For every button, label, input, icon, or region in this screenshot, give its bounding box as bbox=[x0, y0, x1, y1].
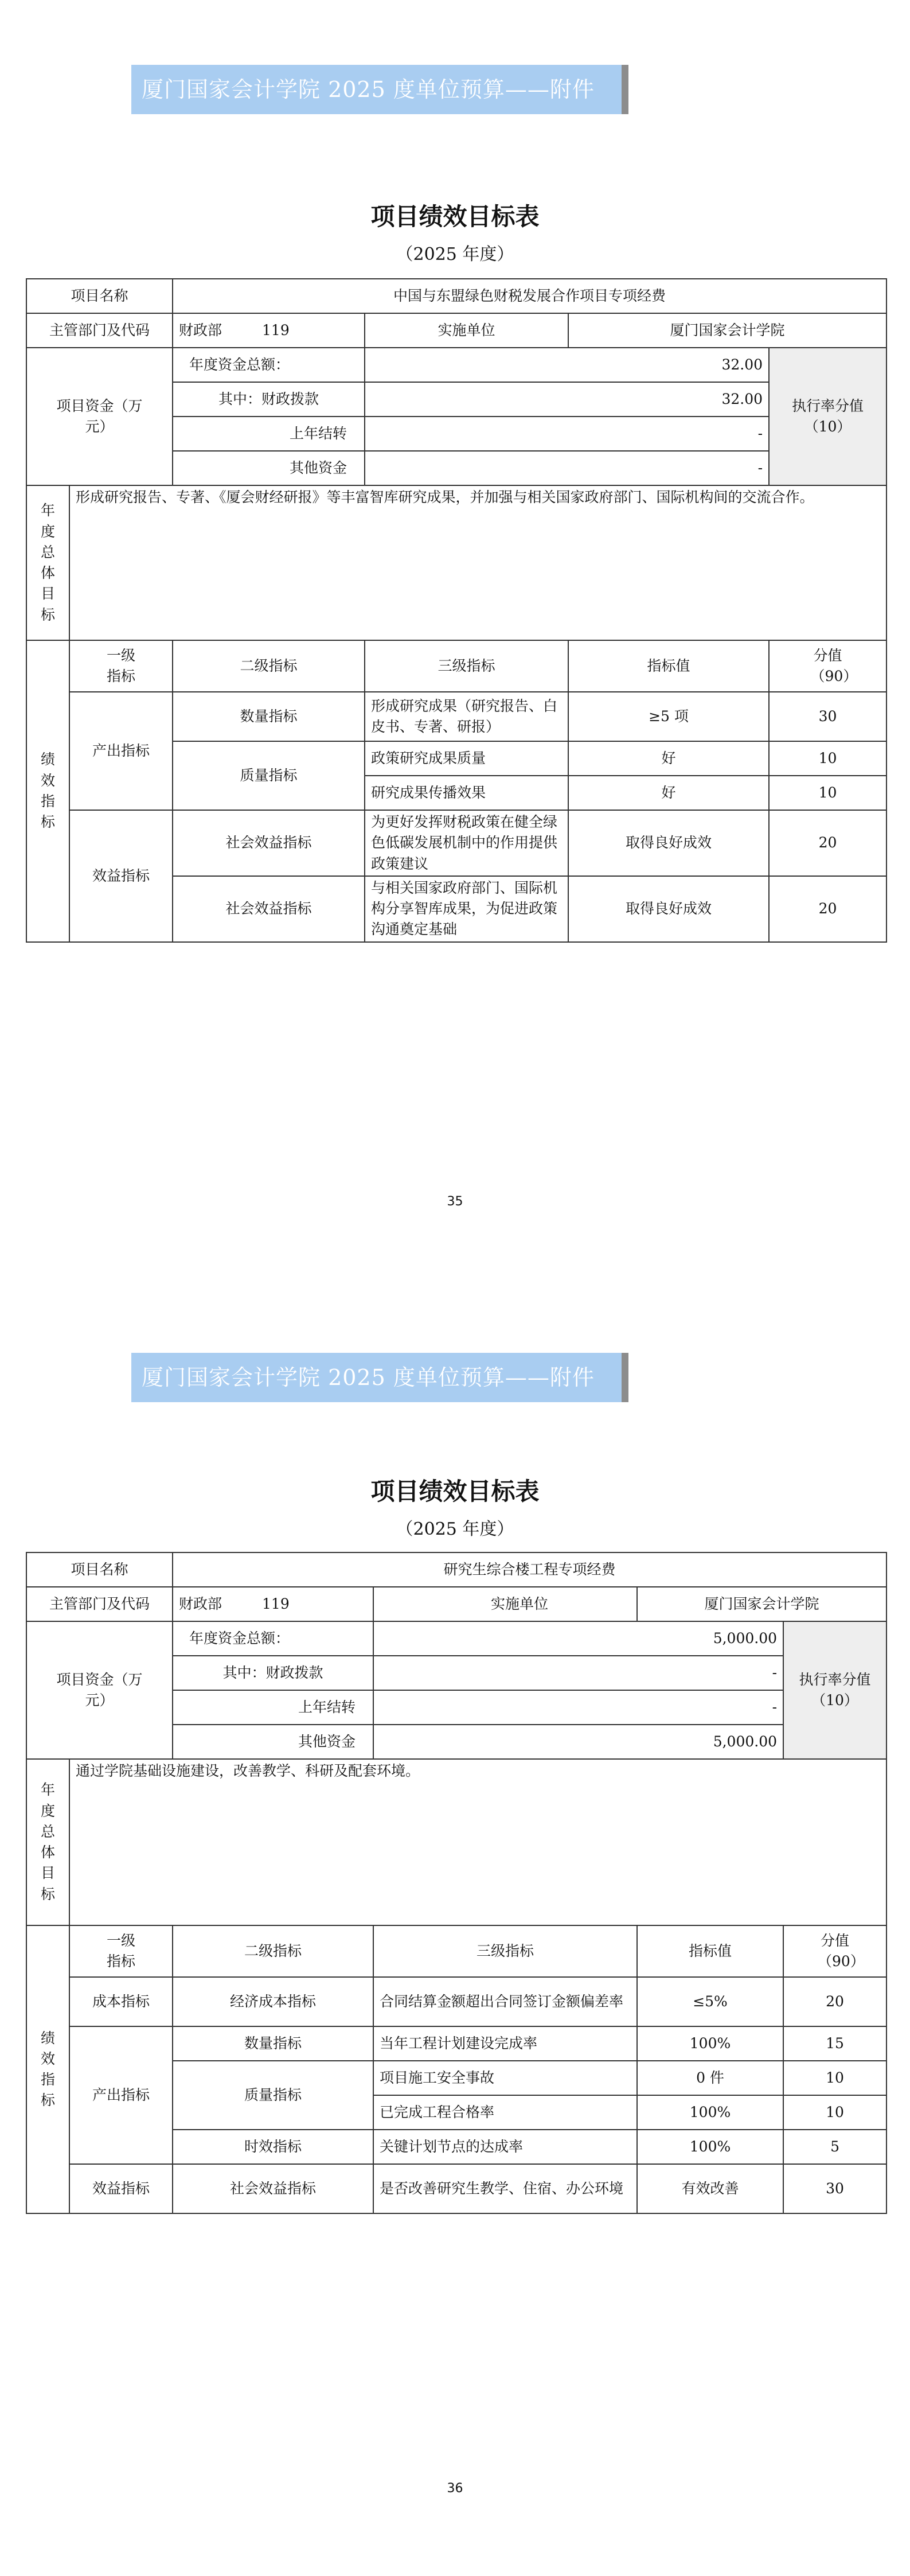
indicator-value: ≥5 项 bbox=[568, 692, 769, 741]
table-row bbox=[26, 1759, 886, 1925]
indicators-label: 绩效指标 bbox=[26, 640, 69, 942]
goal-label: 年度总体目标 bbox=[26, 1759, 69, 1925]
table-title: 项目绩效目标表 bbox=[370, 1477, 540, 1505]
dept-label: 主管部门及代码 bbox=[26, 313, 173, 348]
dept-value bbox=[173, 313, 365, 348]
quantity-indicator: 数量指标 bbox=[173, 2026, 373, 2061]
timeliness-indicator: 时效指标 bbox=[173, 2130, 373, 2164]
indicator-score: 5 bbox=[783, 2130, 886, 2164]
page-number: 35 bbox=[447, 1194, 463, 1209]
indicator-l3: 当年工程计划建设完成率 bbox=[373, 2026, 637, 2061]
project-name-value: 研究生综合楼工程专项经费 bbox=[173, 1552, 886, 1587]
indicator-value: ≤5% bbox=[637, 1977, 783, 2026]
social-indicator: 社会效益指标 bbox=[173, 810, 365, 876]
exec-rate-label: 执行率分值（10） bbox=[783, 1621, 886, 1759]
table-row bbox=[26, 1621, 886, 1656]
indicator-score: 30 bbox=[783, 2164, 886, 2213]
funds-label: 项目资金（万元） bbox=[26, 348, 173, 485]
indicator-l3: 为更好发挥财税政策在健全绿色低碳发展机制中的作用提供政策建议 bbox=[365, 810, 568, 876]
indicator-value: 好 bbox=[568, 741, 769, 776]
header-banner: 厦门国家会计学院 2025 度单位预算——附件 bbox=[131, 65, 628, 114]
table-row bbox=[26, 2164, 886, 2213]
indicator-score: 10 bbox=[783, 2095, 886, 2130]
score-header: 分值（90） bbox=[783, 1925, 886, 1977]
goal-text: 形成研究报告、专著、《厦会财经研报》等丰富智库研究成果，并加强与相关国家政府部门、国际机构间的交流合作。 bbox=[69, 485, 886, 640]
funds-total-value: 5,000.00 bbox=[373, 1621, 783, 1656]
output-indicator: 产出指标 bbox=[69, 2026, 173, 2164]
funds-total-label: 年度资金总额： bbox=[173, 1621, 373, 1656]
benefit-indicator: 效益指标 bbox=[69, 2164, 173, 2213]
funds-total-value: 32.00 bbox=[365, 348, 769, 382]
output-indicator: 产出指标 bbox=[69, 692, 173, 810]
header-banner: 厦门国家会计学院 2025 度单位预算——附件 bbox=[131, 1353, 628, 1402]
indicator-score: 10 bbox=[783, 2061, 886, 2095]
funds-fiscal-value: 32.00 bbox=[365, 382, 769, 417]
value-header: 指标值 bbox=[568, 640, 769, 692]
impl-unit-label: 实施单位 bbox=[373, 1587, 637, 1621]
social-indicator: 社会效益指标 bbox=[173, 876, 365, 942]
quantity-indicator: 数量指标 bbox=[173, 692, 365, 741]
dept-code: 119 bbox=[262, 1595, 290, 1612]
score-header: 分值（90） bbox=[769, 640, 886, 692]
impl-unit-value: 厦门国家会计学院 bbox=[568, 313, 886, 348]
indicator-l3: 是否改善研究生教学、住宿、办公环境 bbox=[373, 2164, 637, 2213]
project-name-value: 中国与东盟绿色财税发展合作项目专项经费 bbox=[173, 279, 886, 313]
dept-name: 财政部 bbox=[179, 1595, 222, 1612]
funds-total-label: 年度资金总额： bbox=[173, 348, 365, 382]
indicator-value: 100% bbox=[637, 2130, 783, 2164]
funds-other-label: 其他资金 bbox=[173, 451, 365, 485]
indicator-l3: 政策研究成果质量 bbox=[365, 741, 568, 776]
indicator-l3: 与相关国家政府部门、国际机构分享智库成果，为促进政策沟通奠定基础 bbox=[365, 876, 568, 942]
quality-indicator: 质量指标 bbox=[173, 741, 365, 810]
funds-carryover-value: - bbox=[373, 1690, 783, 1725]
social-indicator: 社会效益指标 bbox=[173, 2164, 373, 2213]
table-row bbox=[26, 1925, 886, 1977]
table-row bbox=[26, 1552, 886, 1587]
indicator-l3: 研究成果传播效果 bbox=[365, 776, 568, 810]
indicator-value: 0 件 bbox=[637, 2061, 783, 2095]
indicator-value: 100% bbox=[637, 2095, 783, 2130]
funds-other-value: - bbox=[365, 451, 769, 485]
table-row bbox=[26, 313, 886, 348]
table-row bbox=[26, 1587, 886, 1621]
indicators-label: 绩效指标 bbox=[26, 1925, 69, 2213]
funds-label: 项目资金（万元） bbox=[26, 1621, 173, 1759]
indicator-value: 100% bbox=[637, 2026, 783, 2061]
indicator-value: 取得良好成效 bbox=[568, 876, 769, 942]
indicator-score: 15 bbox=[783, 2026, 886, 2061]
funds-carryover-value: - bbox=[365, 417, 769, 451]
dept-name: 财政部 bbox=[179, 321, 222, 338]
page-36 bbox=[0, 1288, 910, 2576]
cost-indicator: 成本指标 bbox=[69, 1977, 173, 2026]
funds-carryover-label: 上年结转 bbox=[173, 1690, 373, 1725]
goal-label: 年度总体目标 bbox=[26, 485, 69, 640]
indicator-score: 30 bbox=[769, 692, 886, 741]
performance-table bbox=[26, 1552, 887, 2214]
value-header: 指标值 bbox=[637, 1925, 783, 1977]
table-row bbox=[26, 2026, 886, 2061]
project-name-label: 项目名称 bbox=[26, 279, 173, 313]
indicator-value: 有效改善 bbox=[637, 2164, 783, 2213]
indicator-l3: 形成研究成果（研究报告、白皮书、专著、研报） bbox=[365, 692, 568, 741]
level2-header: 二级指标 bbox=[173, 640, 365, 692]
dept-label: 主管部门及代码 bbox=[26, 1587, 173, 1621]
funds-fiscal-label: 其中：财政拨款 bbox=[173, 382, 365, 417]
table-row bbox=[26, 348, 886, 382]
funds-other-label: 其他资金 bbox=[173, 1725, 373, 1759]
indicator-l3: 合同结算金额超出合同签订金额偏差率 bbox=[373, 1977, 637, 2026]
indicator-score: 20 bbox=[783, 1977, 886, 2026]
impl-unit-label: 实施单位 bbox=[365, 313, 568, 348]
table-row bbox=[26, 1977, 886, 2026]
dept-value bbox=[173, 1587, 373, 1621]
project-name-label: 项目名称 bbox=[26, 1552, 173, 1587]
economic-cost-indicator: 经济成本指标 bbox=[173, 1977, 373, 2026]
exec-rate-label: 执行率分值（10） bbox=[769, 348, 886, 485]
level1-header: 一级指标 bbox=[69, 1925, 173, 1977]
impl-unit-value: 厦门国家会计学院 bbox=[637, 1587, 886, 1621]
page-number: 36 bbox=[447, 2481, 463, 2496]
dept-code: 119 bbox=[262, 321, 290, 338]
indicator-l3: 已完成工程合格率 bbox=[373, 2095, 637, 2130]
level3-header: 三级指标 bbox=[373, 1925, 637, 1977]
funds-carryover-label: 上年结转 bbox=[173, 417, 365, 451]
funds-fiscal-label: 其中：财政拨款 bbox=[173, 1656, 373, 1690]
indicator-score: 20 bbox=[769, 810, 886, 876]
indicator-score: 10 bbox=[769, 776, 886, 810]
level1-header: 一级指标 bbox=[69, 640, 173, 692]
indicator-value: 好 bbox=[568, 776, 769, 810]
table-row bbox=[26, 485, 886, 640]
table-row bbox=[26, 810, 886, 876]
performance-table bbox=[26, 278, 887, 943]
goal-text: 通过学院基础设施建设，改善教学、科研及配套环境。 bbox=[69, 1759, 886, 1925]
table-title: 项目绩效目标表 bbox=[370, 203, 540, 231]
table-subtitle: （2025 年度） bbox=[396, 1519, 514, 1539]
indicator-value: 取得良好成效 bbox=[568, 810, 769, 876]
level2-header: 二级指标 bbox=[173, 1925, 373, 1977]
benefit-indicator: 效益指标 bbox=[69, 810, 173, 942]
table-row bbox=[26, 640, 886, 692]
funds-fiscal-value: - bbox=[373, 1656, 783, 1690]
indicator-score: 20 bbox=[769, 876, 886, 942]
indicator-l3: 关键计划节点的达成率 bbox=[373, 2130, 637, 2164]
quality-indicator: 质量指标 bbox=[173, 2061, 373, 2130]
level3-header: 三级指标 bbox=[365, 640, 568, 692]
indicator-score: 10 bbox=[769, 741, 886, 776]
table-row bbox=[26, 279, 886, 313]
table-subtitle: （2025 年度） bbox=[396, 244, 514, 264]
funds-other-value: 5,000.00 bbox=[373, 1725, 783, 1759]
table-row bbox=[26, 692, 886, 741]
indicator-l3: 项目施工安全事故 bbox=[373, 2061, 637, 2095]
